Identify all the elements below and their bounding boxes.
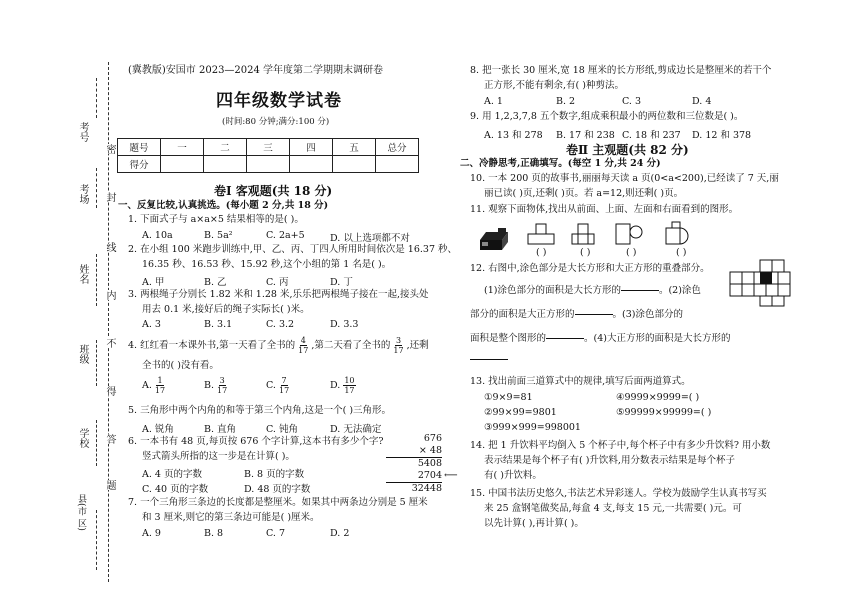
q7-option-d[interactable]: D. 2 bbox=[330, 528, 350, 539]
score-cell[interactable] bbox=[376, 156, 419, 173]
q12-line2-text: (1)涂色部分的面积是大长方形的 bbox=[484, 285, 621, 296]
q4-option-a[interactable] bbox=[142, 376, 165, 395]
q10-line2: 丽已读( )页,还剩( )页。若 a=12,则还剩( )页。 bbox=[484, 188, 684, 199]
q1-option-d[interactable]: D. 以上选项都不对 bbox=[330, 233, 410, 244]
q12-line4-text: 面积是整个图形的 bbox=[470, 333, 547, 344]
q12-line2-tail: 。(2)涂色 bbox=[658, 285, 701, 296]
field-line-class bbox=[96, 340, 97, 386]
q7-option-a[interactable]: A. 9 bbox=[142, 528, 161, 539]
view-right-icon bbox=[666, 222, 688, 244]
q4-option-b[interactable] bbox=[204, 376, 227, 395]
q8-option-d[interactable]: D. 4 bbox=[692, 96, 712, 107]
q14-line2: 表示结果是每个杯子有( )升饮料,用分数表示结果是每个杯子 bbox=[484, 455, 735, 466]
label-county: 县(市 区) bbox=[76, 494, 86, 531]
q11-line1: 11. 观察下面物体,找出从前面、上面、左面和右面看到的图形。 bbox=[470, 204, 739, 215]
score-cell[interactable] bbox=[290, 156, 333, 173]
score-header: 题号 bbox=[118, 139, 161, 156]
q2-stem-line1: 2. 在小组 100 米跑步训练中,甲、乙、丙、丁四人所用时间依次是 16.37 秒、 bbox=[128, 244, 458, 255]
frac-denominator: 17 bbox=[344, 386, 355, 395]
shaded-overlap bbox=[760, 272, 772, 284]
q4-stem-part-b: ,第二天看了全书的 bbox=[311, 340, 391, 351]
option-letter: C. bbox=[266, 380, 276, 391]
q8-option-a[interactable]: A. 1 bbox=[484, 96, 503, 107]
q14-line3: 有( )升饮料。 bbox=[484, 470, 542, 481]
q9-option-d[interactable]: D. 12 和 378 bbox=[692, 130, 752, 141]
q7-option-c[interactable]: C. 7 bbox=[266, 528, 286, 539]
q2-option-a[interactable]: A. 甲 bbox=[142, 277, 165, 288]
q6-option-d[interactable]: D. 48 页的字数 bbox=[244, 484, 311, 495]
q13-item-3: ③999×999=998001 bbox=[484, 422, 581, 433]
q13-item-5[interactable]: ⑤99999×99999=( ) bbox=[616, 407, 712, 418]
score-cell[interactable] bbox=[204, 156, 247, 173]
q2-option-d[interactable]: D. 丁 bbox=[330, 277, 353, 288]
label-exam-no: 考号 bbox=[77, 122, 88, 142]
q9-stem: 9. 用 1,2,3,7,8 五个数字,组成乘积最小的两位数和三位数是( )。 bbox=[470, 111, 744, 122]
score-header: 四 bbox=[290, 139, 333, 156]
q11-answer-right[interactable]: ( ) bbox=[676, 247, 687, 258]
q10-line1: 10. 一本 200 页的故事书,丽丽每天读 a 页(0<a<200),已经读了 7 天,丽 bbox=[470, 173, 779, 184]
view-left-icon bbox=[616, 224, 642, 244]
q4-option-d[interactable] bbox=[330, 376, 356, 395]
calc-line: × 48 bbox=[386, 445, 442, 458]
q4-stem-line2: 全书的( )没有看。 bbox=[142, 360, 219, 371]
seal-bu: 不 bbox=[104, 338, 115, 348]
q11-figures bbox=[476, 220, 716, 266]
q12-line4 bbox=[470, 329, 730, 348]
option-letter: D. bbox=[330, 380, 341, 391]
exam-title: 四年级数学试卷 bbox=[216, 91, 342, 111]
q4-stem-line1 bbox=[128, 336, 429, 355]
q6-stem-line2: 竖式箭头所指的这一步是在计算( )。 bbox=[142, 451, 295, 462]
q8-option-b[interactable]: B. 2 bbox=[556, 96, 576, 107]
calc-line: 2704 bbox=[417, 470, 442, 481]
q5-option-d[interactable]: D. 无法确定 bbox=[330, 424, 382, 435]
q15-line1: 15. 中国书法历史悠久,书法艺术异彩迷人。学校为鼓励学生认真书写买 bbox=[470, 488, 767, 499]
q9-option-a[interactable]: A. 13 和 278 bbox=[484, 130, 543, 141]
option-fraction bbox=[343, 376, 355, 395]
score-label: 得分 bbox=[118, 156, 161, 173]
calc-line: 32448 bbox=[411, 483, 442, 494]
option-letter: B. bbox=[204, 380, 215, 391]
q5-option-a[interactable]: A. 锐角 bbox=[142, 424, 174, 435]
q2-option-c[interactable]: C. 丙 bbox=[266, 277, 289, 288]
cube-object-icon bbox=[480, 228, 508, 250]
q13-item-2: ②99×99=9801 bbox=[484, 407, 557, 418]
seal-mi: 密 bbox=[104, 144, 115, 154]
frac-numerator: 10 bbox=[344, 376, 355, 385]
q6-option-b[interactable]: B. 8 页的字数 bbox=[244, 469, 305, 480]
q6-vertical-calc bbox=[386, 433, 458, 495]
q4-stem-part-c: ,还剩 bbox=[406, 340, 429, 351]
q1-stem: 1. 下面式子与 a×a×5 结果相等的是( )。 bbox=[128, 214, 304, 225]
q3-option-c[interactable]: C. 3.2 bbox=[266, 319, 295, 330]
frac-denominator: 17 bbox=[154, 386, 166, 395]
calc-line: 5408 bbox=[417, 458, 442, 469]
score-table bbox=[117, 138, 419, 173]
q3-option-b[interactable]: B. 3.1 bbox=[204, 319, 233, 330]
frac-numerator: 1 bbox=[157, 376, 163, 385]
score-row-headers bbox=[118, 139, 419, 156]
q2-stem-line2: 16.35 秒、16.53 秒、15.92 秒,这个小组的第 1 名是( )。 bbox=[142, 259, 392, 270]
q13-line1: 13. 找出前面三道算式中的规律,填写后面两道算式。 bbox=[470, 376, 691, 387]
q8-stem-line1: 8. 把一张长 30 厘米,宽 18 厘米的长方形纸,剪成边长是整厘米的若干个 bbox=[470, 65, 772, 76]
q4-fraction-1 bbox=[298, 336, 308, 355]
q1-option-a[interactable]: A. 10a bbox=[142, 230, 173, 241]
seal-line bbox=[108, 62, 109, 582]
field-line-room bbox=[96, 168, 97, 208]
seal-nei: 内 bbox=[104, 290, 115, 300]
q11-answer-front[interactable]: ( ) bbox=[536, 247, 547, 258]
section2-heading: 二、冷静思考,正确填写。(每空 1 分,共 24 分) bbox=[460, 158, 661, 169]
q12-line4-tail: 。(4)大正方形的面积是大长方形的 bbox=[584, 333, 731, 344]
q14-line1: 14. 把 1 升饮料平均倒入 5 个杯子中,每个杯子中有多少升饮料? 用小数 bbox=[470, 440, 771, 451]
frac-numerator: 3 bbox=[219, 376, 225, 385]
q7-stem-line2: 和 3 厘米,则它的第三条边可能是( )厘米。 bbox=[142, 512, 320, 523]
q11-answer-top[interactable]: ( ) bbox=[580, 247, 591, 258]
q2-option-b[interactable]: B. 乙 bbox=[204, 277, 227, 288]
q3-stem-line1: 3. 两根绳子分别长 1.82 米和 1.28 米,乐乐把两根绳子接在一起,接头处 bbox=[128, 289, 429, 300]
score-header: 二 bbox=[204, 139, 247, 156]
q5-option-b[interactable]: B. 直角 bbox=[204, 424, 237, 435]
q12-line2 bbox=[484, 281, 701, 300]
option-letter: A. bbox=[142, 380, 152, 391]
seal-ti: 题 bbox=[104, 480, 115, 490]
label-class: 班级 bbox=[77, 344, 88, 364]
q1-option-c[interactable]: C. 2a+5 bbox=[266, 230, 305, 241]
field-line-name bbox=[96, 254, 97, 306]
q8-stem-line2: 正方形,不能有剩余,有( )种剪法。 bbox=[484, 80, 624, 91]
label-school: 学校 bbox=[77, 428, 88, 448]
frac-numerator: 7 bbox=[281, 376, 287, 385]
binding-margin bbox=[0, 0, 120, 609]
q4-fraction-2 bbox=[393, 336, 403, 355]
frac-denominator: 17 bbox=[298, 346, 309, 355]
seal-da: 答 bbox=[104, 434, 115, 444]
exam-subtitle: (冀教版)安国市 2023—2024 学年度第二学期期末调研卷 bbox=[128, 65, 384, 76]
frac-numerator: 4 bbox=[300, 336, 306, 345]
field-line-county bbox=[96, 510, 97, 570]
q12-fraction-blank-1[interactable] bbox=[621, 281, 659, 300]
q5-option-c[interactable]: C. 钝角 bbox=[266, 424, 298, 435]
q4-option-c[interactable] bbox=[266, 376, 289, 395]
frac-denominator: 17 bbox=[217, 386, 228, 395]
option-fraction bbox=[155, 376, 165, 395]
q6-stem-line1: 6. 一本书有 48 页,每页按 676 个字计算,这本书有多少个字? bbox=[128, 436, 384, 447]
q12-fraction-blank-3[interactable] bbox=[546, 329, 584, 348]
exam-info: (时间:80 分钟;满分:100 分) bbox=[222, 117, 330, 127]
score-header: 一 bbox=[161, 139, 204, 156]
q4-stem-part-a: 4. 红红看一本课外书,第一天看了全书的 bbox=[128, 340, 296, 351]
option-fraction bbox=[279, 376, 289, 395]
q3-option-a[interactable]: A. 3 bbox=[142, 319, 161, 330]
calc-line-arrow bbox=[386, 470, 458, 483]
q12-line1: 12. 右图中,涂色部分是大长方形和大正方形的重叠部分。 bbox=[470, 263, 710, 274]
q12-line3 bbox=[470, 305, 683, 324]
q12-grid-figure bbox=[728, 258, 798, 312]
q6-option-c[interactable]: C. 40 页的字数 bbox=[142, 484, 209, 495]
q1-option-b[interactable]: B. 5a² bbox=[204, 230, 233, 241]
score-header: 五 bbox=[333, 139, 376, 156]
q7-option-b[interactable]: B. 8 bbox=[204, 528, 224, 539]
view-front-icon bbox=[528, 224, 554, 244]
seal-de: 得 bbox=[104, 386, 115, 396]
option-fraction bbox=[217, 376, 227, 395]
arrow-left-icon: ⟵ bbox=[444, 470, 458, 481]
q3-stem-line2: 用去 0.1 米,接好后的绳子实际长( )米。 bbox=[142, 304, 310, 315]
score-cell[interactable] bbox=[333, 156, 376, 173]
field-line-exam-no bbox=[96, 78, 97, 118]
score-cell[interactable] bbox=[161, 156, 204, 173]
frac-denominator: 17 bbox=[278, 386, 290, 395]
q12-line5 bbox=[470, 350, 508, 369]
part1-heading: 卷Ⅰ 客观题(共 18 分) bbox=[214, 184, 333, 198]
score-header: 三 bbox=[247, 139, 290, 156]
q6-option-a[interactable]: A. 4 页的字数 bbox=[142, 469, 202, 480]
q8-option-c[interactable]: C. 3 bbox=[622, 96, 642, 107]
q13-item-1: ①9×9=81 bbox=[484, 392, 533, 403]
q11-answer-left[interactable]: ( ) bbox=[626, 247, 637, 258]
calc-line: 676 bbox=[423, 433, 442, 444]
frac-denominator: 17 bbox=[393, 346, 404, 355]
seal-xian: 线 bbox=[104, 242, 115, 252]
q9-option-c[interactable]: C. 18 和 237 bbox=[622, 130, 681, 141]
q15-line3: 以先计算( ),再计算( )。 bbox=[484, 518, 584, 529]
score-cell[interactable] bbox=[247, 156, 290, 173]
q15-line2: 来 25 盒钢笔做奖品,每盒 4 支,每支 15 元,一共需要( )元。可 bbox=[484, 503, 742, 514]
q12-fraction-blank-2[interactable] bbox=[575, 305, 613, 324]
field-line-school bbox=[96, 420, 97, 466]
view-top-icon bbox=[572, 224, 594, 244]
q13-item-4[interactable]: ④9999×9999=( ) bbox=[616, 392, 700, 403]
q3-option-d[interactable]: D. 3.3 bbox=[330, 319, 359, 330]
frac-numerator: 3 bbox=[395, 336, 402, 345]
q9-option-b[interactable]: B. 17 和 238 bbox=[556, 130, 615, 141]
q12-grid-svg bbox=[728, 258, 798, 308]
q12-fraction-blank-4[interactable] bbox=[470, 350, 508, 369]
label-name: 姓名 bbox=[77, 264, 88, 284]
q7-stem-line1: 7. 一个三角形三条边的长度都是整厘米。如果其中两条边分别是 5 厘米 bbox=[128, 497, 428, 508]
q12-line3-tail: 。(3)涂色部分的 bbox=[612, 309, 683, 320]
label-exam-room: 考场 bbox=[77, 184, 88, 204]
score-row-points bbox=[118, 156, 419, 173]
part2-heading: 卷Ⅱ 主观题(共 82 分) bbox=[566, 143, 689, 157]
score-header: 总分 bbox=[376, 139, 419, 156]
seal-feng: 封 bbox=[104, 192, 115, 202]
q5-stem: 5. 三角形中两个内角的和等于第三个内角,这是一个( )三角形。 bbox=[128, 405, 392, 416]
q12-line3-text: 部分的面积是大正方形的 bbox=[470, 309, 575, 320]
section1-heading: 一、反复比较,认真挑选。(每小题 2 分,共 18 分) bbox=[118, 200, 329, 211]
